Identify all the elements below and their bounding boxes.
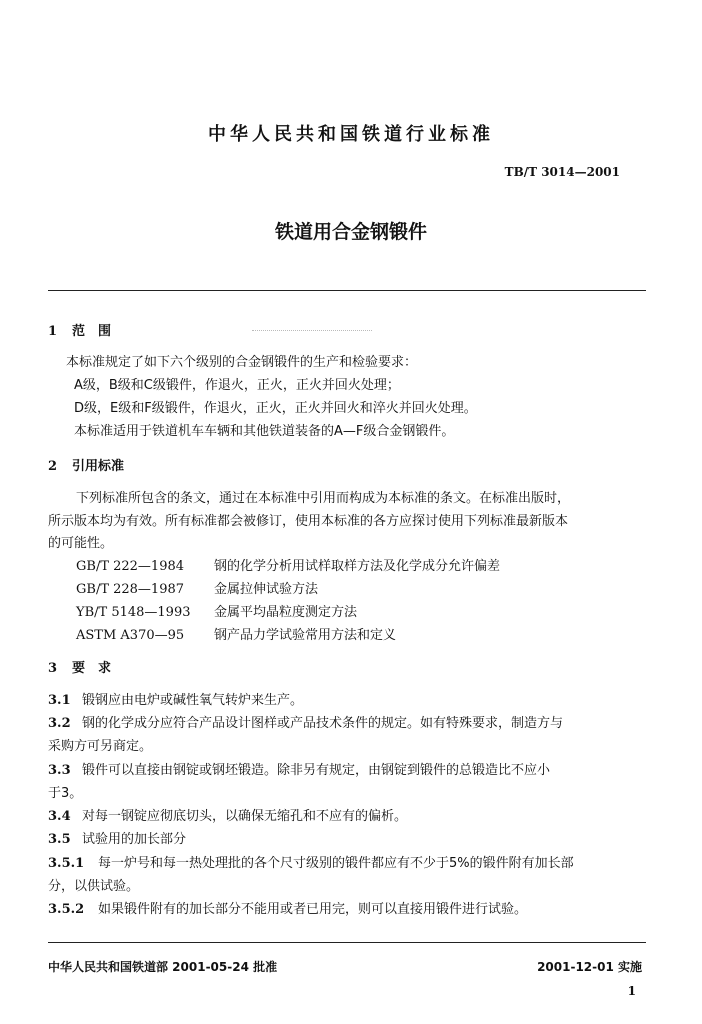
paragraph-line: 本标准规定了如下六个级别的合金钢锻件的生产和检验要求： [66,355,418,370]
section-3-heading [48,657,111,676]
clause-text: 对每一钢锭应彻底切头，以确保无缩孔和不应有的偏析。 [82,809,408,824]
reference-code: GB/T 228—1987 [76,582,185,597]
reference-item [76,555,500,574]
clause-continuation: 采购方可另商定。 [48,739,153,754]
clause-text: 如果锻件附有的加长部分不能用或者已用完，则可以直接用锻件进行试验。 [98,902,528,917]
standard-number: TB/T 3014—2001 [504,165,620,179]
section-2-heading [48,455,124,474]
clause-3-5-2 [48,898,527,917]
section-number: 1 [48,324,58,339]
implementation-date: 2001-12-01 实施 [537,960,642,974]
reference-title: 钢的化学分析用试样取样方法及化学成分允许偏差 [214,559,501,574]
clause-continuation: 于3。 [48,786,83,801]
page-number: 1 [627,984,636,998]
paragraph-line: 所示版本均为有效。所有标准都会被修订，使用本标准的各方应探讨使用下列标准最新版本 [48,514,569,529]
section-title: 引用标准 [72,459,125,474]
clause-3-2 [48,712,563,731]
clause-text: 试验用的加长部分 [82,832,187,847]
org-title: 中华人民共和国铁道行业标准 [208,124,494,145]
clause-text: 锻钢应由电炉或碱性氧气转炉来生产。 [82,693,304,708]
clause-3-3 [48,759,550,778]
clause-number: 3.4 [48,809,71,824]
document-title: 铁道用合金钢锻件 [274,221,427,243]
clause-text: 锻件可以直接由钢锭或钢坯锻造。除非另有规定，由钢锭到锻件的总锻造比不应小 [82,763,551,778]
section-1-heading [48,320,111,339]
paragraph-line: 下列标准所包含的条文，通过在本标准中引用而构成为本标准的条文。在标准出版时， [76,491,571,506]
section-number: 2 [48,459,58,474]
paragraph-line: A级，B级和C级锻件，作退火，正火，正火并回火处理； [74,378,400,393]
reference-item [76,601,357,620]
paragraph-line: D级，E级和F级锻件，作退火，正火，正火并回火和淬火并回火处理。 [74,401,477,416]
clause-3-5-1 [48,852,574,871]
clause-number: 3.1 [48,693,71,708]
issue-statement: 中华人民共和国铁道部 2001-05-24 批准 [48,960,278,974]
clause-3-1 [48,689,303,708]
clause-number: 3.5.1 [48,856,85,871]
section-number: 3 [48,661,58,676]
clause-number: 3.3 [48,763,71,778]
reference-title: 钢产品力学试验常用方法和定义 [214,628,397,643]
reference-code: YB/T 5148—1993 [76,605,191,620]
clause-text: 钢的化学成分应符合产品设计图样或产品技术条件的规定。如有特殊要求，制造方与 [82,716,564,731]
reference-item [76,624,396,643]
reference-title: 金属拉伸试验方法 [214,582,319,597]
reference-code: ASTM A370—95 [76,628,185,643]
clause-continuation: 分，以供试验。 [48,879,140,894]
section-title: 要 求 [72,661,112,676]
clause-3-4 [48,805,407,824]
reference-item [76,578,318,597]
reference-code: GB/T 222—1984 [76,559,185,574]
bottom-divider [48,942,646,943]
clause-3-5 [48,828,186,847]
scan-dots [252,330,372,331]
clause-text: 每一炉号和每一热处理批的各个尺寸级别的锻件都应有不少于5%的锻件附有加长部 [98,856,574,871]
paragraph-line: 本标准适用于铁道机车车辆和其他铁道装备的A—F级合金钢锻件。 [74,424,455,439]
section-title: 范 围 [72,324,112,339]
clause-number: 3.2 [48,716,71,731]
clause-number: 3.5 [48,832,71,847]
paragraph-line: 的可能性。 [48,536,114,551]
reference-title: 金属平均晶粒度测定方法 [214,605,358,620]
clause-number: 3.5.2 [48,902,85,917]
top-divider [48,290,646,291]
